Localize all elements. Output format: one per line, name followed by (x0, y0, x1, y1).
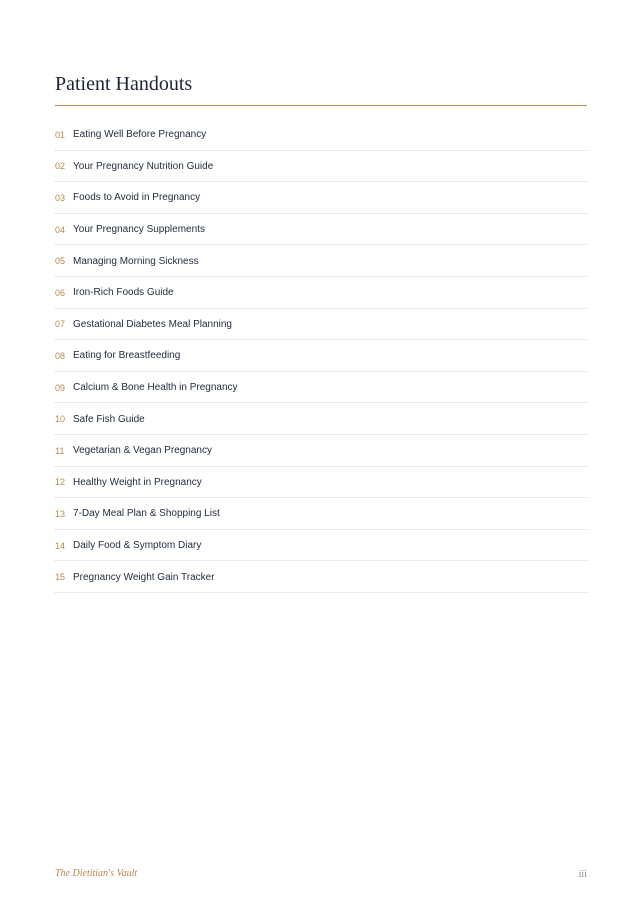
item-title: Vegetarian & Vegan Pregnancy (73, 445, 212, 457)
item-title: Calcium & Bone Health in Pregnancy (73, 382, 238, 394)
item-number: 12 (55, 477, 66, 488)
item-title: Pregnancy Weight Gain Tracker (73, 571, 215, 583)
item-title: Your Pregnancy Supplements (73, 224, 205, 236)
list-item[interactable] (55, 562, 587, 593)
item-title: Gestational Diabetes Meal Planning (73, 318, 232, 330)
list-item[interactable] (55, 215, 587, 246)
item-title: 7-Day Meal Plan & Shopping List (73, 508, 220, 520)
footer-brand: The Dietitian's Vault (55, 868, 138, 879)
list-item[interactable] (55, 373, 587, 404)
item-number: 02 (55, 161, 66, 172)
list-item[interactable] (55, 120, 587, 151)
list-item[interactable] (55, 499, 587, 530)
item-number: 08 (55, 350, 66, 361)
list-item[interactable] (55, 183, 587, 214)
page-title: Patient Handouts (55, 73, 193, 95)
item-number: 04 (55, 224, 66, 235)
item-title: Eating for Breastfeeding (73, 350, 181, 362)
title-divider (55, 105, 587, 106)
item-title: Iron-Rich Foods Guide (73, 287, 174, 299)
item-number: 09 (55, 382, 66, 393)
page-number: iii (578, 869, 587, 880)
item-number: 13 (55, 508, 66, 519)
list-item[interactable] (55, 404, 587, 435)
list-item[interactable] (55, 310, 587, 341)
item-number: 10 (55, 414, 66, 425)
item-title: Eating Well Before Pregnancy (73, 129, 207, 141)
list-item[interactable] (55, 152, 587, 183)
list-item[interactable] (55, 246, 587, 277)
item-number: 11 (55, 445, 65, 456)
item-title: Healthy Weight in Pregnancy (73, 476, 202, 488)
item-title: Foods to Avoid in Pregnancy (73, 192, 201, 204)
item-number: 15 (55, 572, 66, 583)
item-title: Your Pregnancy Nutrition Guide (73, 160, 214, 172)
item-title: Safe Fish Guide (73, 413, 145, 425)
handout-list (55, 120, 587, 594)
item-number: 01 (55, 129, 66, 140)
list-item[interactable] (55, 436, 587, 467)
item-title: Daily Food & Symptom Diary (73, 540, 202, 552)
list-item[interactable] (55, 278, 587, 309)
item-number: 14 (55, 540, 66, 551)
item-number: 07 (55, 319, 66, 330)
item-number: 03 (55, 192, 66, 203)
list-item[interactable] (55, 341, 587, 372)
list-item[interactable] (55, 531, 587, 562)
item-title: Managing Morning Sickness (73, 255, 199, 267)
item-number: 06 (55, 287, 66, 298)
list-item[interactable] (55, 468, 587, 499)
item-number: 05 (55, 256, 66, 267)
